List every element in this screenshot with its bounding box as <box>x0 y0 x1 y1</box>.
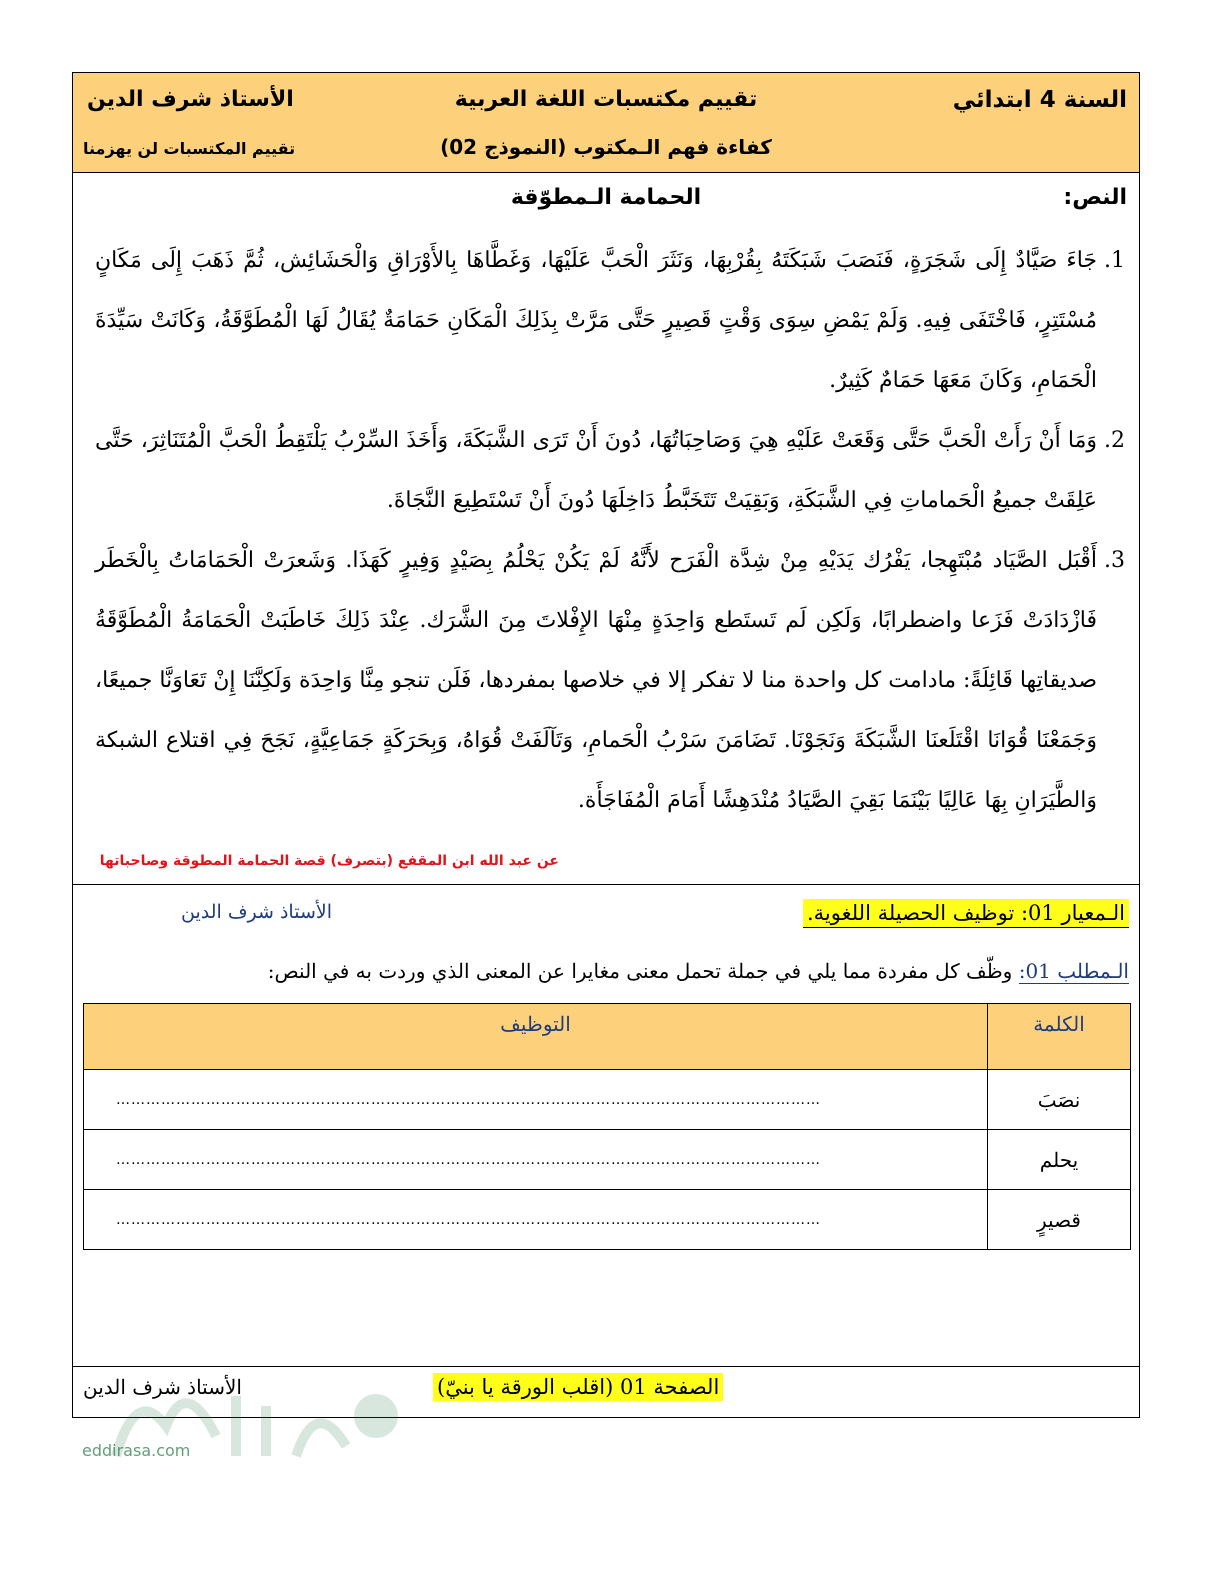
paragraph-1 <box>95 231 1125 411</box>
word-cell: يحلم <box>988 1130 1131 1190</box>
footer-teacher-name: الأستاذ شرف الدين <box>83 1375 242 1399</box>
slogan: تقييم المكتسبات لن يهزمنا <box>83 139 296 158</box>
word-cell: قصيرٍ <box>988 1190 1131 1250</box>
task-text: وظّف كل مفردة مما يلي في جملة تحمل معنى مغايرا عن المعنى الذي وردت به في النص: <box>267 959 1019 983</box>
assessment-section <box>73 885 1139 1367</box>
story-paragraphs <box>95 231 1125 831</box>
worksheet-page <box>72 72 1140 1418</box>
teacher-name-mid: الأستاذ شرف الدين <box>181 901 332 923</box>
exam-title: تقييم مكتسبات اللغة العربية <box>454 87 758 112</box>
paragraph-2 <box>95 411 1125 531</box>
exam-subtitle: كفاءة فهم الـمكتوب (النموذج 02) <box>440 135 772 159</box>
teacher-name: الأستاذ شرف الدين <box>87 87 294 112</box>
paragraph-text: جَاءَ صَيَّادٌ إِلَى شَجَرَةٍ، فَنَصَبَ شَبَكَتَهُ بِقُرْبِهَا، وَنَثَرَ الْحَبَّ عَلَيْهَا، وَغَطَّاهَا بِالأَوْرَاقِ وَالْحَشَائِش، ثُمَّ ذَهَبَ إِلَى مَكَانٍ مُسْتَتِرٍ، فَاخْتَفَى فِيهِ. وَلَمْ يَمْضِ سِوَى وَقْتٍ قَصِيرٍ حَتَّى مَرَّتْ بِذَلِكَ الْمَكَانِ حَمَامَةٌ يُقَالُ لَهَا الْمُطَوَّقَةُ، وَكَانَتْ سَيِّدَةَ الْحَمَامِ، وَكَانَ مَعَهَا حَمَامٌ كَثِيرٌ. <box>95 248 1097 393</box>
table-row <box>84 1130 1131 1190</box>
source-citation: عن عبد الله ابن المقفع (بتصرف) قصة الحمامة المطوقة وصاحباتها <box>99 853 559 869</box>
answer-field[interactable]: …………………………………………………………………………………………………………………………… <box>84 1190 988 1250</box>
paragraph-text: أَقْبَل الصَّيَاد مُبْتَهِجا، يَفْرُك يَدَيْهِ مِنْ شِدَّة الْفَرَح لأَنَّهُ لَمْ يَكُنْ يَحْلُمُ بِصَيْدٍ وَفِيرٍ كَهَذَا. وَشَعرَتْ الْحَمَامَاتُ بِالْخَطَر فَازْدَادَتْ فَزَعا واضطرابًا، وَلَكِن لَم تَستَطع وَاحِدَةٍ مِنْهَا الإِفْلاتَ مِنَ الشَّرَك. عِنْدَ ذَلِكَ خَاطَبَتْ الْحَمَامَةُ الْمُطَوَّقَةُ صديقاتِها قَائِلَةً: مادامت كل واحدة منا لا تفكر إلا في خلاصها بمفردها، فَلَن تنجو مِنَّا وَاحِدَة وَلَكِنَّنَا إِنْ تَعَاوَنَّا جميعًا، وَجَمَعْنَا قُوَانَا اقْتَلَعنَا الشَّبَكَةَ وَنَجَوْنَا. تَضَامَنَ سَرْبُ الْحَمامِ، وَتَآلَفَتْ قُوَاهُ، وَبِحَرَكَةٍ جَمَاعِيَّةٍ، نَجَحَ فِي اقتلاع الشبكة وَالطَّيَرَانِ بِهَا عَالِيًا بَيْنَمَا بَقِيَ الصَّيَادُ مُنْدَهِشًا أَمَامَ الْمُفَاجَأَة. <box>95 548 1097 813</box>
paragraph-text: وَمَا أَنْ رَأَتْ الْحَبَّ حَتَّى وَقَعَتْ عَلَيْهِ هِيَ وَصَاحِبَاتُهَا، دُونَ أَنْ تَرَى الشَّبَكَةَ، وَأَخَذَ السِّرْبُ يَلْتَقِطُ الْحَبَّ الْمُتَنَاثِرَ، حَتَّى عَلِقَتْ جميعُ الْحَماماتِ فِي الشَّبَكَةِ، وَبَقِيَتْ تَتَخَبَّطُ دَاخِلَهَا دُونَ أَنْ تَسْتَطِيعَ النَّجَاةَ. <box>95 428 1097 513</box>
grade-label: السنة 4 ابتدائي <box>952 87 1127 113</box>
paragraph-3 <box>95 531 1125 831</box>
watermark-site: eddirasa.com <box>82 1441 191 1460</box>
page-number-note: الصفحة 01 (اقلب الورقة يا بنيّ) <box>433 1373 723 1401</box>
vocabulary-table <box>83 1003 1131 1250</box>
table-row <box>84 1070 1131 1130</box>
answer-field[interactable]: …………………………………………………………………………………………………………………………… <box>84 1070 988 1130</box>
paragraph-number: 1. <box>1104 248 1125 273</box>
task-label: الـمطلب 01: <box>1018 959 1129 983</box>
story-title: الحمامة الـمطوّقة <box>510 185 702 210</box>
watermark-logo <box>76 1366 436 1486</box>
text-label: النص: <box>1063 185 1127 210</box>
paragraph-number: 2. <box>1104 428 1125 453</box>
task-instruction <box>268 959 1129 983</box>
word-cell: نصَبَ <box>988 1070 1131 1130</box>
reading-text-section <box>73 173 1139 885</box>
paragraph-number: 3. <box>1104 548 1125 573</box>
criterion-label: الـمعيار 01: توظيف الحصيلة اللغوية. <box>803 899 1129 928</box>
table-header-row <box>84 1004 1131 1070</box>
header-band <box>73 73 1139 173</box>
answer-field[interactable]: …………………………………………………………………………………………………………………………… <box>84 1130 988 1190</box>
column-header-usage: التوظيف <box>84 1004 988 1070</box>
table-row <box>84 1190 1131 1250</box>
column-header-word: الكلمة <box>988 1004 1131 1070</box>
